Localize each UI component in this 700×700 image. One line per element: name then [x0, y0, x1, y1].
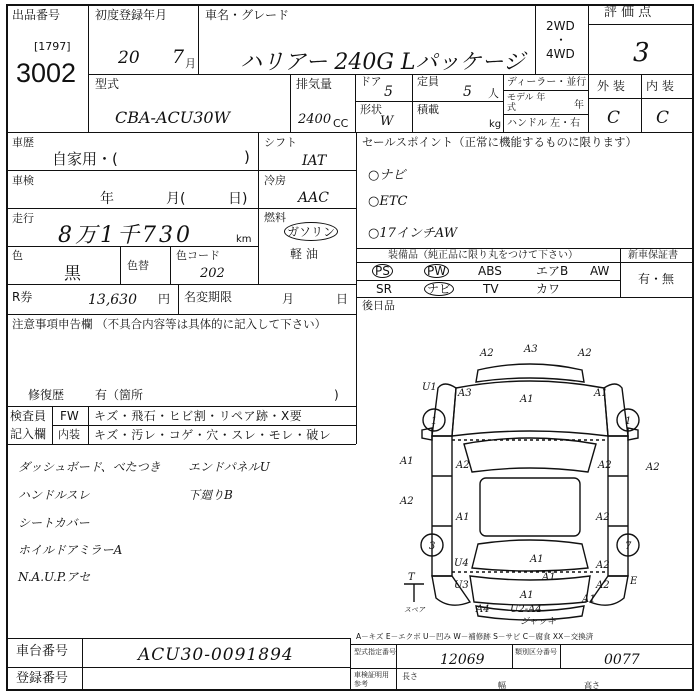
mark-front-left-bumper: A2 — [480, 348, 494, 359]
inspector-note-4: ホイルドアミラーA — [18, 543, 123, 557]
model-label: 型式 — [95, 77, 120, 91]
mark-rear-glass: A1 — [542, 572, 556, 583]
fw-items: キズ・飛石・ヒビ割・リペア跡・X要 — [94, 409, 303, 423]
car-name-label: 車名・グレード — [205, 8, 290, 22]
mark-right-panel: A2 — [598, 460, 612, 471]
mark-left-rear-door: U4 — [454, 558, 469, 569]
mark-right-rear-panel: A2 — [596, 512, 610, 523]
interior-label: 内 装 — [646, 79, 674, 93]
ac-value: AAC — [298, 190, 329, 206]
mark-hatch: A1 — [520, 590, 534, 601]
model-year-label: モデル 年式 — [507, 93, 546, 113]
mark-hood: A1 — [520, 394, 534, 405]
mark-right-rear-dent: E — [630, 576, 638, 587]
mark-right-rear-fender: A2 — [596, 580, 610, 591]
equipment-title: 装備品（純正品に限り丸をつけて下さい） — [388, 250, 578, 261]
model-value: CBA-ACU30W — [115, 108, 231, 127]
color-value: 黒 — [64, 264, 81, 284]
interior-check-label: 内装 — [58, 428, 80, 441]
mark-rear-window: A1 — [530, 554, 544, 565]
handle-label: ハンドル 左・右 — [507, 118, 581, 129]
sales-points-title: セールスポイント（正常に機能するものに限ります） — [362, 135, 637, 149]
interior-check-items: キズ・汚レ・コゲ・穴・スレ・モレ・破レ — [94, 428, 332, 442]
equip-airbag: エアB — [536, 264, 569, 278]
inspector-label-2: 記入欄 — [10, 427, 47, 441]
recycle-unit: 円 — [158, 292, 171, 306]
mark-left-panel: A2 — [456, 460, 470, 471]
class-number-value: 0077 — [604, 652, 640, 668]
shape-label: 形状 — [360, 103, 382, 116]
recycle-label: R券 — [12, 290, 33, 304]
mark-front-right-bumper: A2 — [578, 348, 592, 359]
transfer-month: 月 — [282, 292, 295, 306]
fuel-diesel: 軽 油 — [290, 247, 318, 261]
fuel-label: 燃料 — [264, 211, 286, 224]
first-registration-year: 20 — [118, 48, 140, 68]
damage-legend: A－キズ E－エクボ U－凹み W－補修跡 S－サビ C－腐食 XX－交換済 — [356, 632, 594, 641]
installed-items-label: 後日品 — [362, 299, 395, 312]
inspector-note-3: シートカバー — [18, 516, 90, 530]
inspector-note-right-2: 下廻りB — [188, 488, 233, 502]
mark-right-quarter: A1 — [582, 594, 596, 605]
mark-left-quarter: U3 — [454, 580, 469, 591]
height-label: 高さ — [584, 681, 600, 690]
mark-right-rear-door: A2 — [596, 560, 610, 571]
wheel-rear-left: 3 — [429, 541, 436, 552]
mileage-unit: km — [236, 234, 252, 245]
doors-value: 5 — [384, 84, 393, 100]
wheel-front-right: 1 — [625, 416, 632, 427]
inspection-month: 月( — [166, 191, 186, 207]
mark-left-rear-panel: A1 — [456, 512, 470, 523]
lot-label: 出品番号 — [12, 8, 61, 22]
doors-label: ドア — [360, 75, 382, 88]
shift-value: IAT — [302, 153, 327, 169]
displacement-value: 2400 — [298, 112, 332, 127]
mileage-value: 8万1千730 — [58, 223, 193, 248]
first-registration-month: 7 — [172, 46, 185, 68]
dealer-label: ディーラー・並行 — [507, 77, 587, 88]
mark-left-front-door: A1 — [400, 456, 414, 467]
ac-label: 冷房 — [264, 174, 286, 187]
inspector-label-1: 検査員 — [10, 409, 47, 423]
equip-abs: ABS — [478, 264, 502, 278]
sales-point-3: ○17インチAW — [368, 226, 458, 241]
length-label: 長さ — [402, 672, 418, 681]
inspector-note-right-1: エンドパネルU — [188, 460, 270, 474]
wheel-front-left: 1 — [431, 416, 438, 427]
drive-dot: ・ — [555, 33, 568, 47]
transfer-label: 名変期限 — [184, 290, 233, 304]
repair-history-value: 有（箇所 — [95, 388, 144, 402]
car-name-value: ハリアー 240G Lパッケージ — [240, 50, 526, 75]
repair-history-label: 修復歴 — [28, 388, 65, 402]
displacement-label: 排気量 — [296, 77, 333, 91]
fw-label: FW — [60, 409, 79, 423]
inspector-note-2: ハンドルスレ — [18, 488, 90, 502]
month-unit: 月 — [185, 57, 196, 70]
score-value: 3 — [633, 38, 650, 68]
new-car-warranty-label: 新車保証書 — [628, 250, 678, 261]
load-label: 積載 — [417, 103, 439, 116]
fuel-gasoline: ガソリン — [284, 222, 338, 241]
inspector-note-1: ダッシュボード、べたつき — [18, 460, 161, 474]
mark-spare-t: T — [408, 572, 415, 583]
equip-sr: SR — [376, 282, 392, 296]
color-code-label: 色コード — [176, 249, 220, 262]
interior-grade: C — [656, 108, 670, 128]
sales-point-1: ○ナビ — [368, 168, 406, 183]
registration-label: 登録番号 — [16, 671, 69, 686]
sales-point-2: ○ETC — [368, 194, 408, 209]
width-label: 幅 — [498, 681, 506, 690]
color-label: 色 — [12, 249, 23, 262]
mark-rear-bumper: U2-A4 — [510, 604, 542, 615]
exterior-label: 外 装 — [597, 79, 625, 93]
recolor-label: 色替 — [127, 259, 149, 272]
recycle-value: 13,630 — [88, 292, 137, 308]
mark-hood-left: A3 — [458, 388, 472, 399]
mark-front-bumper: A3 — [524, 344, 538, 355]
type-number-label: 型式指定番号 — [354, 648, 396, 656]
mileage-label: 走行 — [12, 212, 34, 225]
certificate-label: 車検証明用 参考 — [354, 671, 389, 688]
score-label: 評 価 点 — [604, 5, 652, 20]
exterior-grade: C — [607, 108, 621, 128]
model-year-unit: 年 — [574, 100, 584, 111]
mark-hood-right: A1 — [594, 388, 608, 399]
class-number-label: 類別区分番号 — [515, 648, 557, 656]
equip-navi: ナビ — [424, 282, 454, 296]
chassis-value: ACU30-0091894 — [138, 645, 294, 665]
repair-history-close: ) — [334, 388, 339, 402]
transfer-day: 日 — [336, 292, 349, 306]
displacement-unit: CC — [333, 117, 349, 130]
equip-tv: TV — [483, 282, 499, 296]
mark-left-rear-bumper: A4 — [476, 604, 490, 615]
mark-jack-label: ジャッキ — [520, 617, 556, 627]
type-number-value: 12069 — [440, 652, 485, 668]
chassis-label: 車台番号 — [16, 644, 69, 659]
equip-pw: PW — [424, 264, 449, 278]
equip-aw: AW — [590, 264, 610, 278]
mark-spare-label: スペア — [404, 606, 425, 614]
use-close: ) — [244, 148, 250, 166]
inspection-label: 車検 — [12, 174, 34, 187]
shift-label: シフト — [264, 136, 297, 149]
use-value: 自家用・( — [52, 150, 118, 168]
color-code-value: 202 — [200, 266, 225, 281]
drive-4wd: 4WD — [546, 47, 575, 61]
lot-small-number: [1797] — [34, 40, 71, 53]
shape-value: W — [380, 114, 394, 129]
seats-unit: 人 — [488, 87, 499, 100]
new-car-warranty-value: 有・無 — [638, 272, 675, 286]
wheel-rear-right: 7 — [625, 541, 632, 552]
drive-2wd: 2WD — [546, 19, 575, 33]
load-unit: kg — [489, 119, 502, 130]
inspection-year: 年 — [100, 191, 114, 207]
first-registration-label: 初度登録年月 — [95, 8, 168, 22]
notes-title: 注意事項申告欄 （不具合内容等は具体的に記入して下さい） — [12, 317, 327, 331]
mark-right-front-door: A2 — [646, 462, 660, 473]
inspection-day: 日) — [228, 191, 248, 207]
mark-left-door: A2 — [400, 496, 414, 507]
equip-leather: カワ — [536, 282, 561, 296]
seats-value: 5 — [463, 84, 472, 100]
mark-left-headlight: U1 — [422, 382, 437, 393]
seats-label: 定員 — [417, 75, 439, 88]
inspector-note-5: N.A.U.P.アセ — [18, 570, 91, 584]
use-label: 車歴 — [12, 136, 34, 149]
lot-number: 3002 — [16, 58, 77, 88]
equip-ps: PS — [372, 264, 393, 278]
car-damage-diagram — [360, 340, 694, 630]
